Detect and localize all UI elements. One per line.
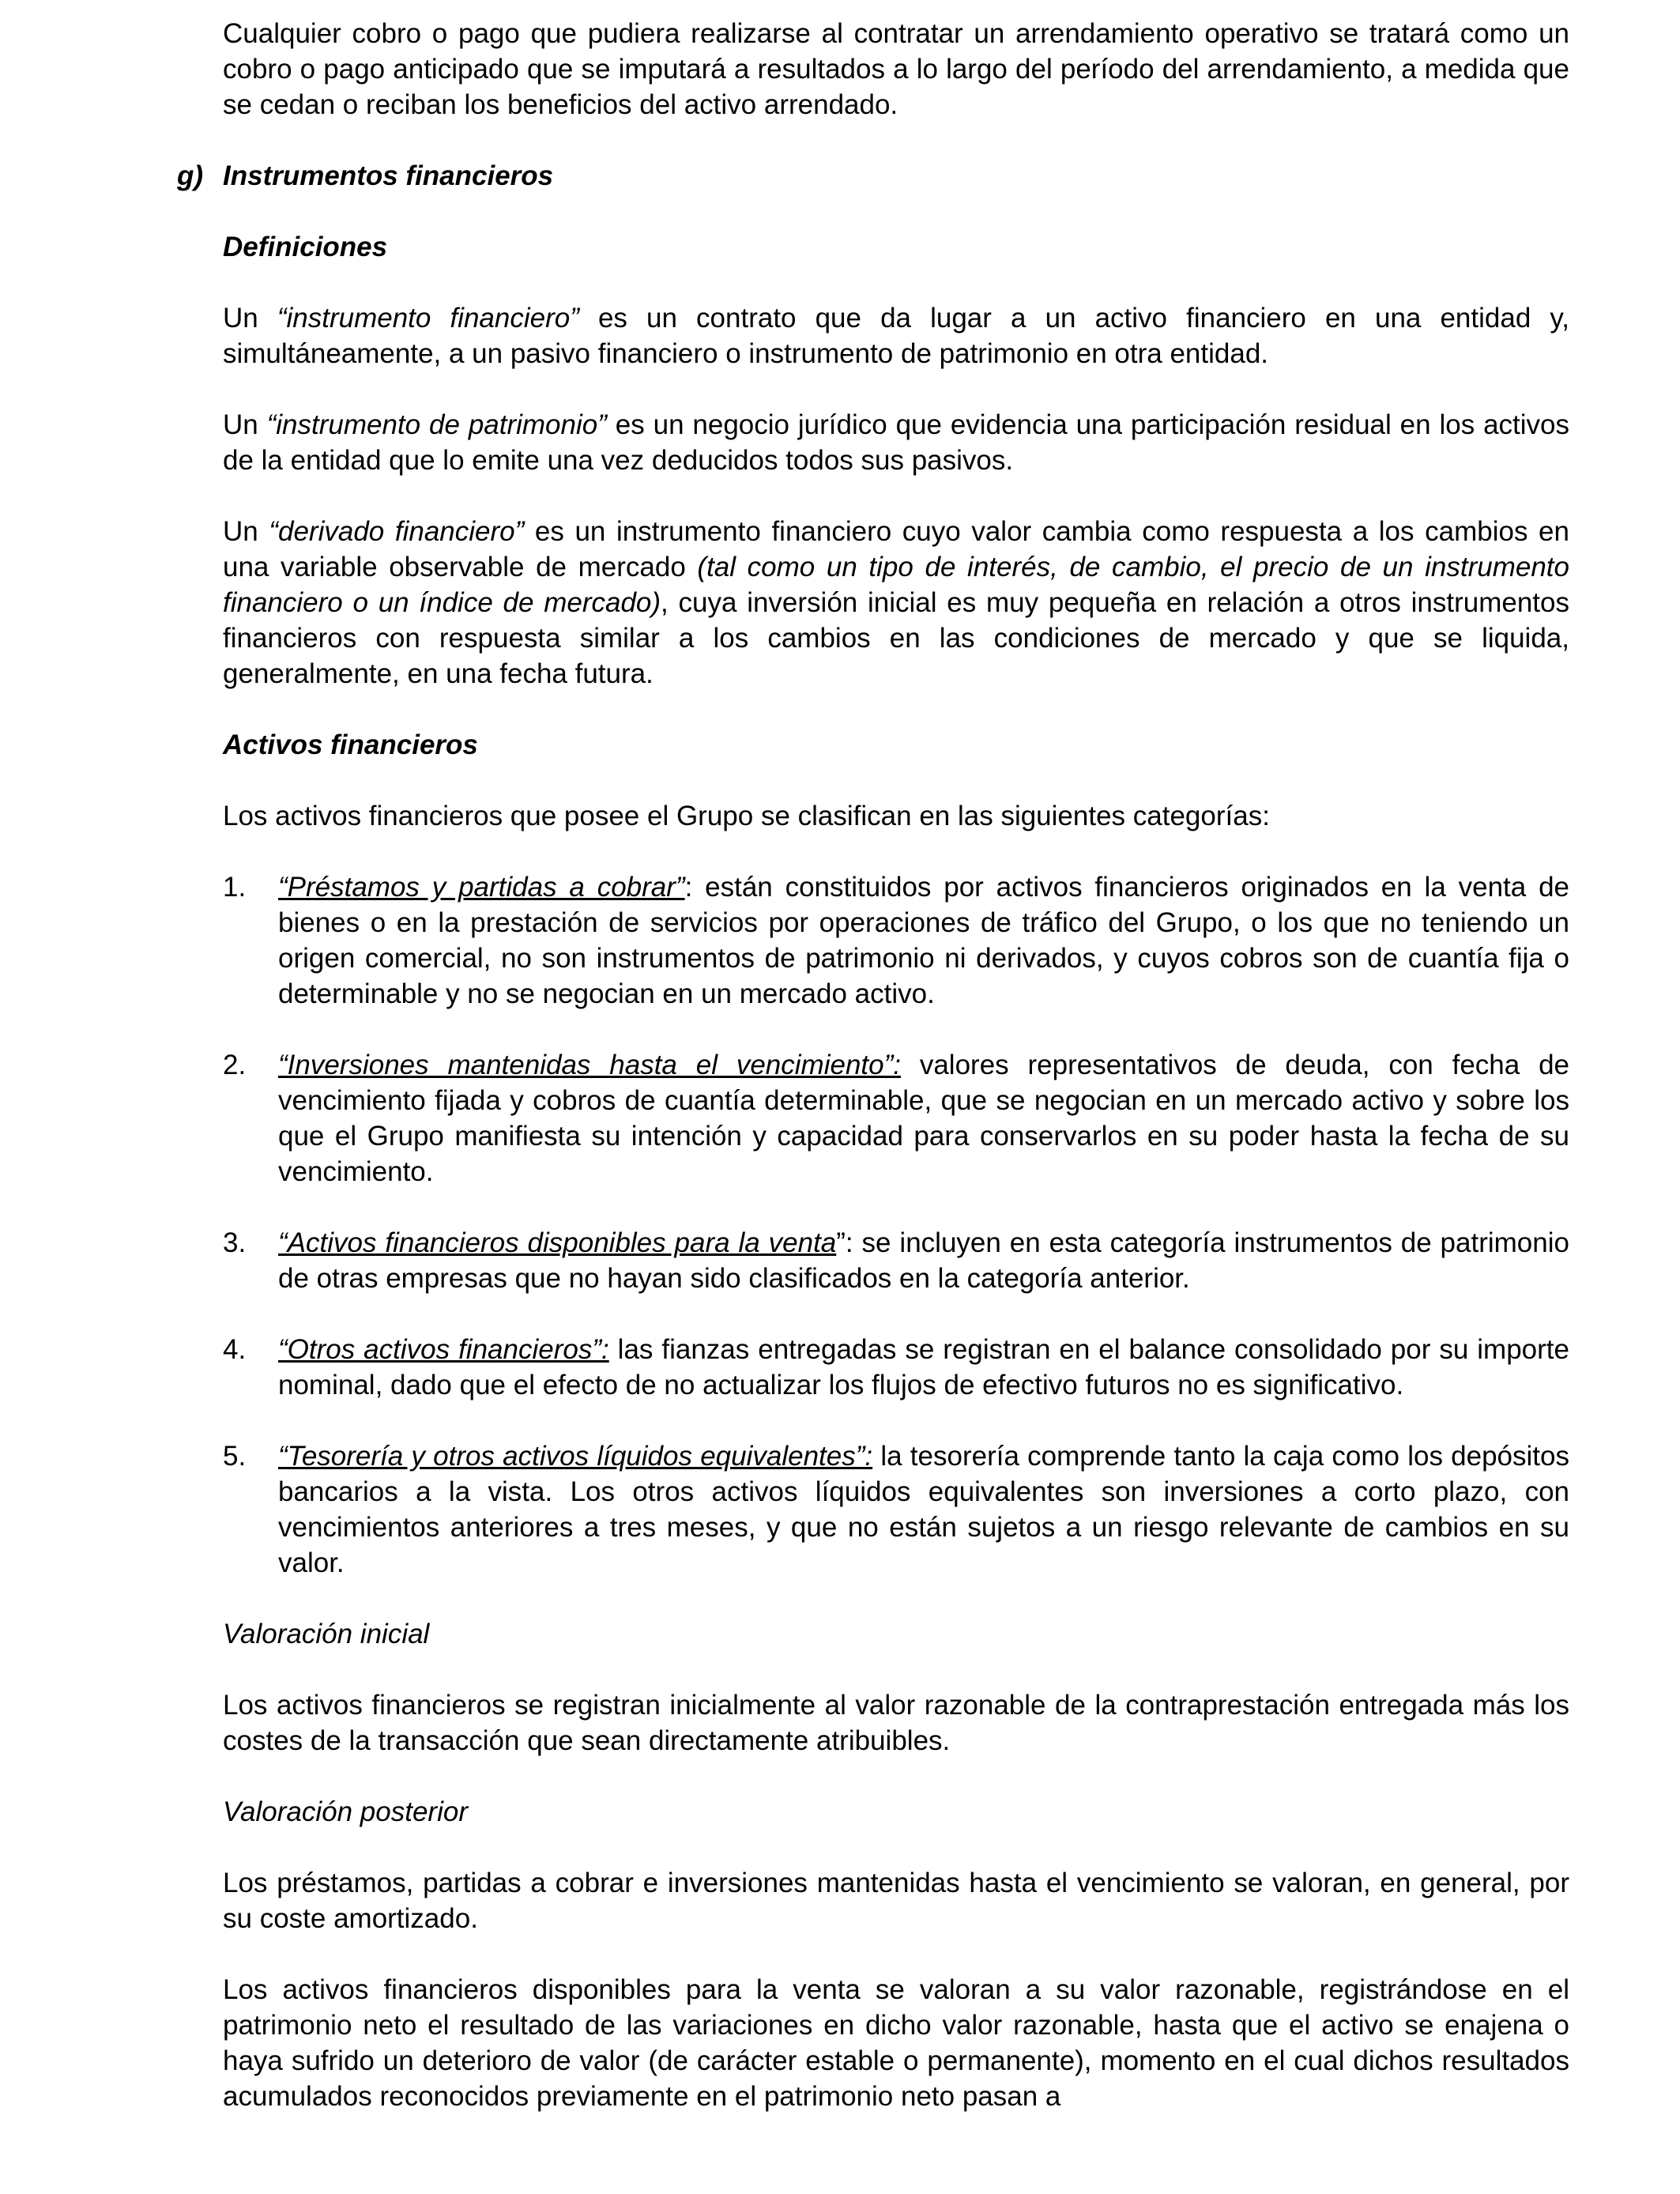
category-term: “Otros activos financieros”: bbox=[278, 1334, 609, 1365]
list-number: 4. bbox=[223, 1334, 247, 1365]
text-run: , cuya inversión inicial es muy pequeña en relación a otros instrumentos financieros con respuesta similar a los cambios en las condiciones de mercado y que se liquida, generalmente, en una fecha futura. bbox=[223, 587, 1569, 689]
defined-term: “instrumento de patrimonio” bbox=[266, 409, 607, 440]
italic-aside: (tal como un tipo de interés, de cambio, el precio de un instrumento financiero o un índice de mercado) bbox=[223, 552, 1569, 618]
defined-term: “instrumento financiero” bbox=[277, 303, 579, 334]
activos-heading: Activos financieros bbox=[223, 729, 478, 760]
list-number: 2. bbox=[223, 1050, 247, 1080]
list-item-text bbox=[278, 1225, 1569, 1296]
valoracion-posterior-paragraph: Los préstamos, partidas a cobrar e inversiones mantenidas hasta el vencimiento se valoran, en general, por su coste amortizado. bbox=[223, 1868, 1569, 1934]
list-item bbox=[223, 1332, 1569, 1403]
list-number: 3. bbox=[223, 1227, 247, 1258]
text-run: Un bbox=[223, 516, 269, 547]
category-term: “Tesorería y otros activos líquidos equivalentes”: bbox=[278, 1441, 873, 1472]
list-item bbox=[223, 1047, 1569, 1189]
category-term: “Inversiones mantenidas hasta el vencimiento”: bbox=[278, 1050, 901, 1080]
list-number: 5. bbox=[223, 1441, 247, 1472]
definition-paragraph-patrimonio bbox=[223, 407, 1569, 478]
section-title: Instrumentos financieros bbox=[223, 160, 554, 191]
list-item bbox=[223, 869, 1569, 1012]
list-item-text bbox=[278, 1438, 1569, 1581]
list-item bbox=[223, 1438, 1569, 1581]
list-number: 1. bbox=[223, 872, 247, 903]
activos-intro: Los activos financieros que posee el Grupo se clasifican en las siguientes categorías: bbox=[223, 801, 1270, 831]
text-run: es un contrato que da lugar a un activo financiero en una entidad y, simultáneamente, a un pasivo financiero o instrumento de patrimonio en otra entidad. bbox=[223, 303, 1570, 369]
list-item-text bbox=[278, 869, 1569, 1012]
text-run: es un instrumento financiero cuyo valor cambia como respuesta a los cambios en una variable observable de mercado bbox=[223, 516, 1569, 582]
definition-paragraph-instrumento bbox=[223, 300, 1569, 371]
valoracion-inicial-text: Los activos financieros se registran inicialmente al valor razonable de la contraprestación entregada más los costes de la transacción que sean directamente atribuibles. bbox=[223, 1690, 1569, 1756]
definition-paragraph-derivado bbox=[223, 514, 1569, 692]
intro-paragraph: Cualquier cobro o pago que pudiera realizarse al contratar un arrendamiento operativo se tratará como un cobro o pago anticipado que se imputará a resultados a lo largo del período del arrendamiento, a medida que se cedan o reciban los beneficios del activo arrendado. bbox=[223, 18, 1569, 120]
text-run: las fianzas entregadas se registran en el balance consolidado por su importe nominal, dado que el efecto de no actualizar los flujos de efectivo futuros no es significativo. bbox=[278, 1334, 1569, 1400]
section-heading bbox=[177, 158, 1569, 194]
text-run: Un bbox=[223, 409, 267, 440]
text-run: Un bbox=[223, 303, 277, 334]
list-item-text bbox=[278, 1047, 1569, 1189]
text-run: es un negocio jurídico que evidencia una participación residual en los activos de la entidad que lo emite una vez deducidos todos sus pasivos. bbox=[223, 409, 1570, 476]
text-run: : bbox=[684, 872, 693, 903]
text-run: ”: bbox=[836, 1227, 853, 1258]
list-item bbox=[223, 1225, 1569, 1296]
text-run: la tesorería comprende tanto la caja como los depósitos bancarios a la vista. Los otros activos líquidos equivalentes son inversiones a corto plazo, con vencimientos anteriores a tres meses, y que no están sujetos a un riesgo relevante de cambios en su valor. bbox=[278, 1441, 1569, 1578]
text-run: valores representativos de deuda, con fecha de vencimiento fijada y cobros de cuantía determinable, que se negocian en un mercado activo y sobre los que el Grupo manifiesta su intención y capacidad para conservarlos en su poder hasta la fecha de su vencimiento. bbox=[278, 1050, 1570, 1187]
valoracion-inicial-heading: Valoración inicial bbox=[223, 1619, 430, 1649]
section-letter: g) bbox=[177, 160, 204, 191]
category-term: “Activos financieros disponibles para la venta bbox=[278, 1227, 837, 1258]
text-run: están constituidos por activos financieros originados en la venta de bienes o en la prestación de servicios por operaciones de tráfico del Grupo, o los que no teniendo un origen comercial, no son instrumentos de patrimonio ni derivados, y cuyos cobros son de cuantía fija o determinable y no se negocian en un mercado activo. bbox=[278, 872, 1570, 1009]
defined-term: “derivado financiero” bbox=[269, 516, 525, 547]
page-content bbox=[177, 16, 1570, 2114]
valoracion-posterior-heading: Valoración posterior bbox=[223, 1796, 468, 1827]
category-term: “Préstamos y partidas a cobrar” bbox=[278, 872, 685, 903]
text-run: se incluyen en esta categoría instrumentos de patrimonio de otras empresas que no hayan sido clasificados en la categoría anterior. bbox=[278, 1227, 1569, 1294]
list-item-text bbox=[278, 1332, 1569, 1403]
definiciones-heading: Definiciones bbox=[223, 232, 388, 262]
valoracion-posterior-paragraph: Los activos financieros disponibles para la venta se valoran a su valor razonable, registrándose en el patrimonio neto el resultado de las variaciones en dicho valor razonable, hasta que el activo se enajena o haya sufrido un deterioro de valor (de carácter estable o permanente), momento en el cual dichos resultados acumulados reconocidos previamente en el patrimonio neto pasan a bbox=[223, 1974, 1569, 2112]
